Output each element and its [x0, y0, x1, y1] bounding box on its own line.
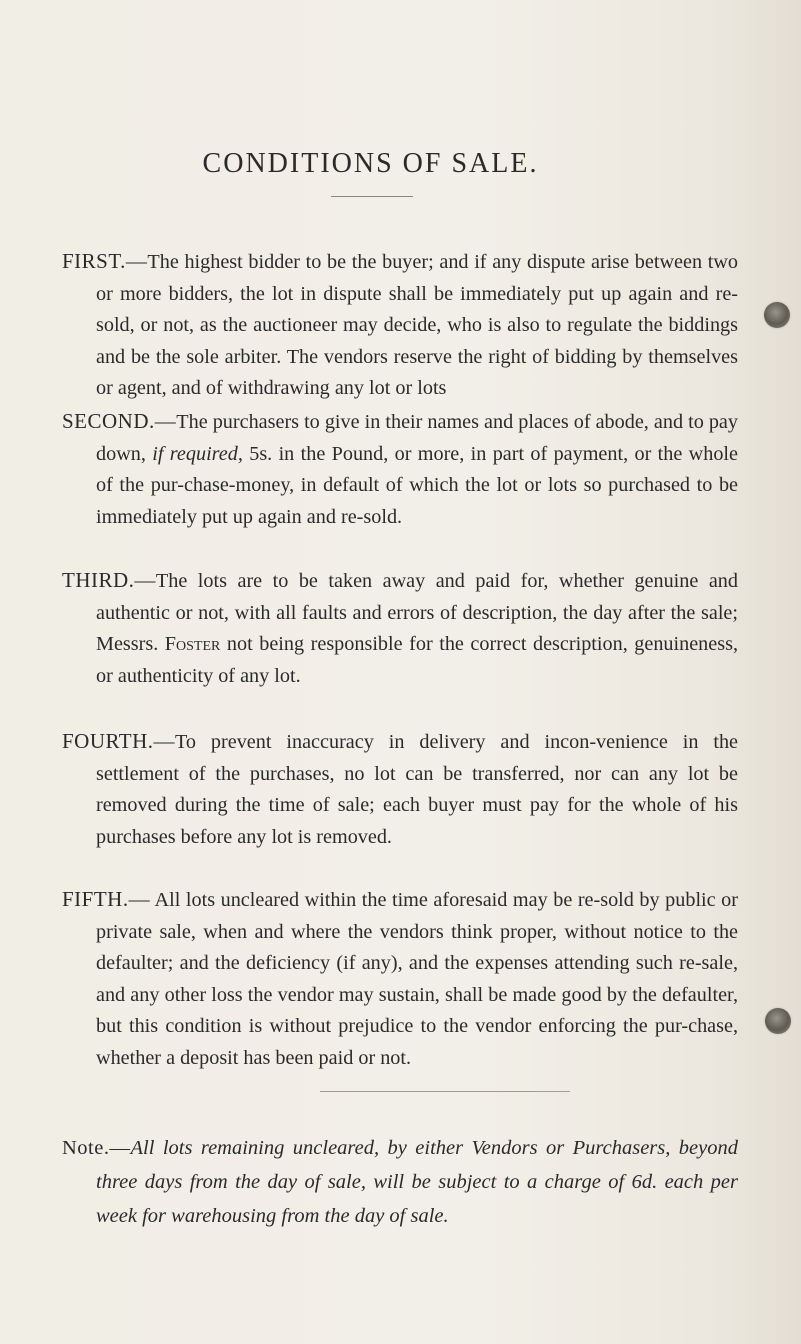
condition-text: not being responsible for the correct description, genuineness, or authenticity of any lot. [96, 633, 738, 687]
condition-text: The lots are to be taken away and paid for, whether genuine and authentic or not, with all faults and errors of description, the day after the sale; Messrs. [96, 570, 738, 656]
binding-hole-icon [765, 1008, 791, 1034]
condition-second [62, 406, 738, 533]
condition-text: The purchasers to give in their names and places of abode, and to pay down, [96, 411, 738, 465]
condition-lead: SECOND.— [62, 409, 177, 434]
condition-first [62, 246, 738, 405]
condition-fourth [62, 726, 738, 853]
condition-text: 5s. in the Pound, or more, in part of payment, or the whole of the pur-chase-money, in default of which the lot or lots so purchased to be immediately put up again and re-sold. [96, 442, 738, 528]
condition-third [62, 565, 738, 692]
condition-italic-text: if required, [152, 442, 243, 465]
condition-text: All lots uncleared within the time aforesaid may be re-sold by public or private sale, when and where the vendors think proper, without notice to the defaulter; and the deficiency (if any), and the expenses attending such re-sale, and any other loss the vendor may sustain, shall be made good by the defaulter, but this condition is without prejudice to the vendor enforcing the pur-chase, whether a deposit has been paid or not. [96, 889, 738, 1069]
note-paragraph [62, 1131, 738, 1233]
condition-text: To prevent inaccuracy in delivery and incon-venience in the settlement of the purchases, no lot can be transferred, nor can any lot be removed during the time of sale; each buyer must pay for the whole of his purchases before any lot is removed. [96, 731, 738, 848]
condition-lead: FIRST.— [62, 249, 148, 274]
note-lead: Note.— [62, 1136, 131, 1159]
title-divider [331, 196, 413, 197]
note-text: All lots remaining uncleared, by either Vendors or Purchasers, beyond three days from the day of sale, will be subject to a charge of 6d. each per week for warehousing from the day of sale. [96, 1136, 738, 1227]
note-divider [320, 1091, 570, 1092]
condition-text: The highest bidder to be the buyer; and if any dispute arise between two or more bidders, the lot in dispute shall be immediately put up again and re-sold, or not, as the auctioneer may decide, who is also to regulate the biddings and be the sole arbiter. The vendors reserve the right of bidding by themselves or agent, and of withdrawing any lot or lots [96, 251, 738, 400]
condition-fifth [62, 884, 738, 1074]
binding-hole-icon [764, 302, 790, 328]
condition-lead: FIFTH.— [62, 887, 151, 912]
condition-lead: FOURTH.— [62, 729, 175, 754]
auctioneer-name: Foster [164, 633, 221, 656]
page-title: CONDITIONS OF SALE. [202, 148, 539, 179]
condition-lead: THIRD.— [62, 568, 156, 593]
